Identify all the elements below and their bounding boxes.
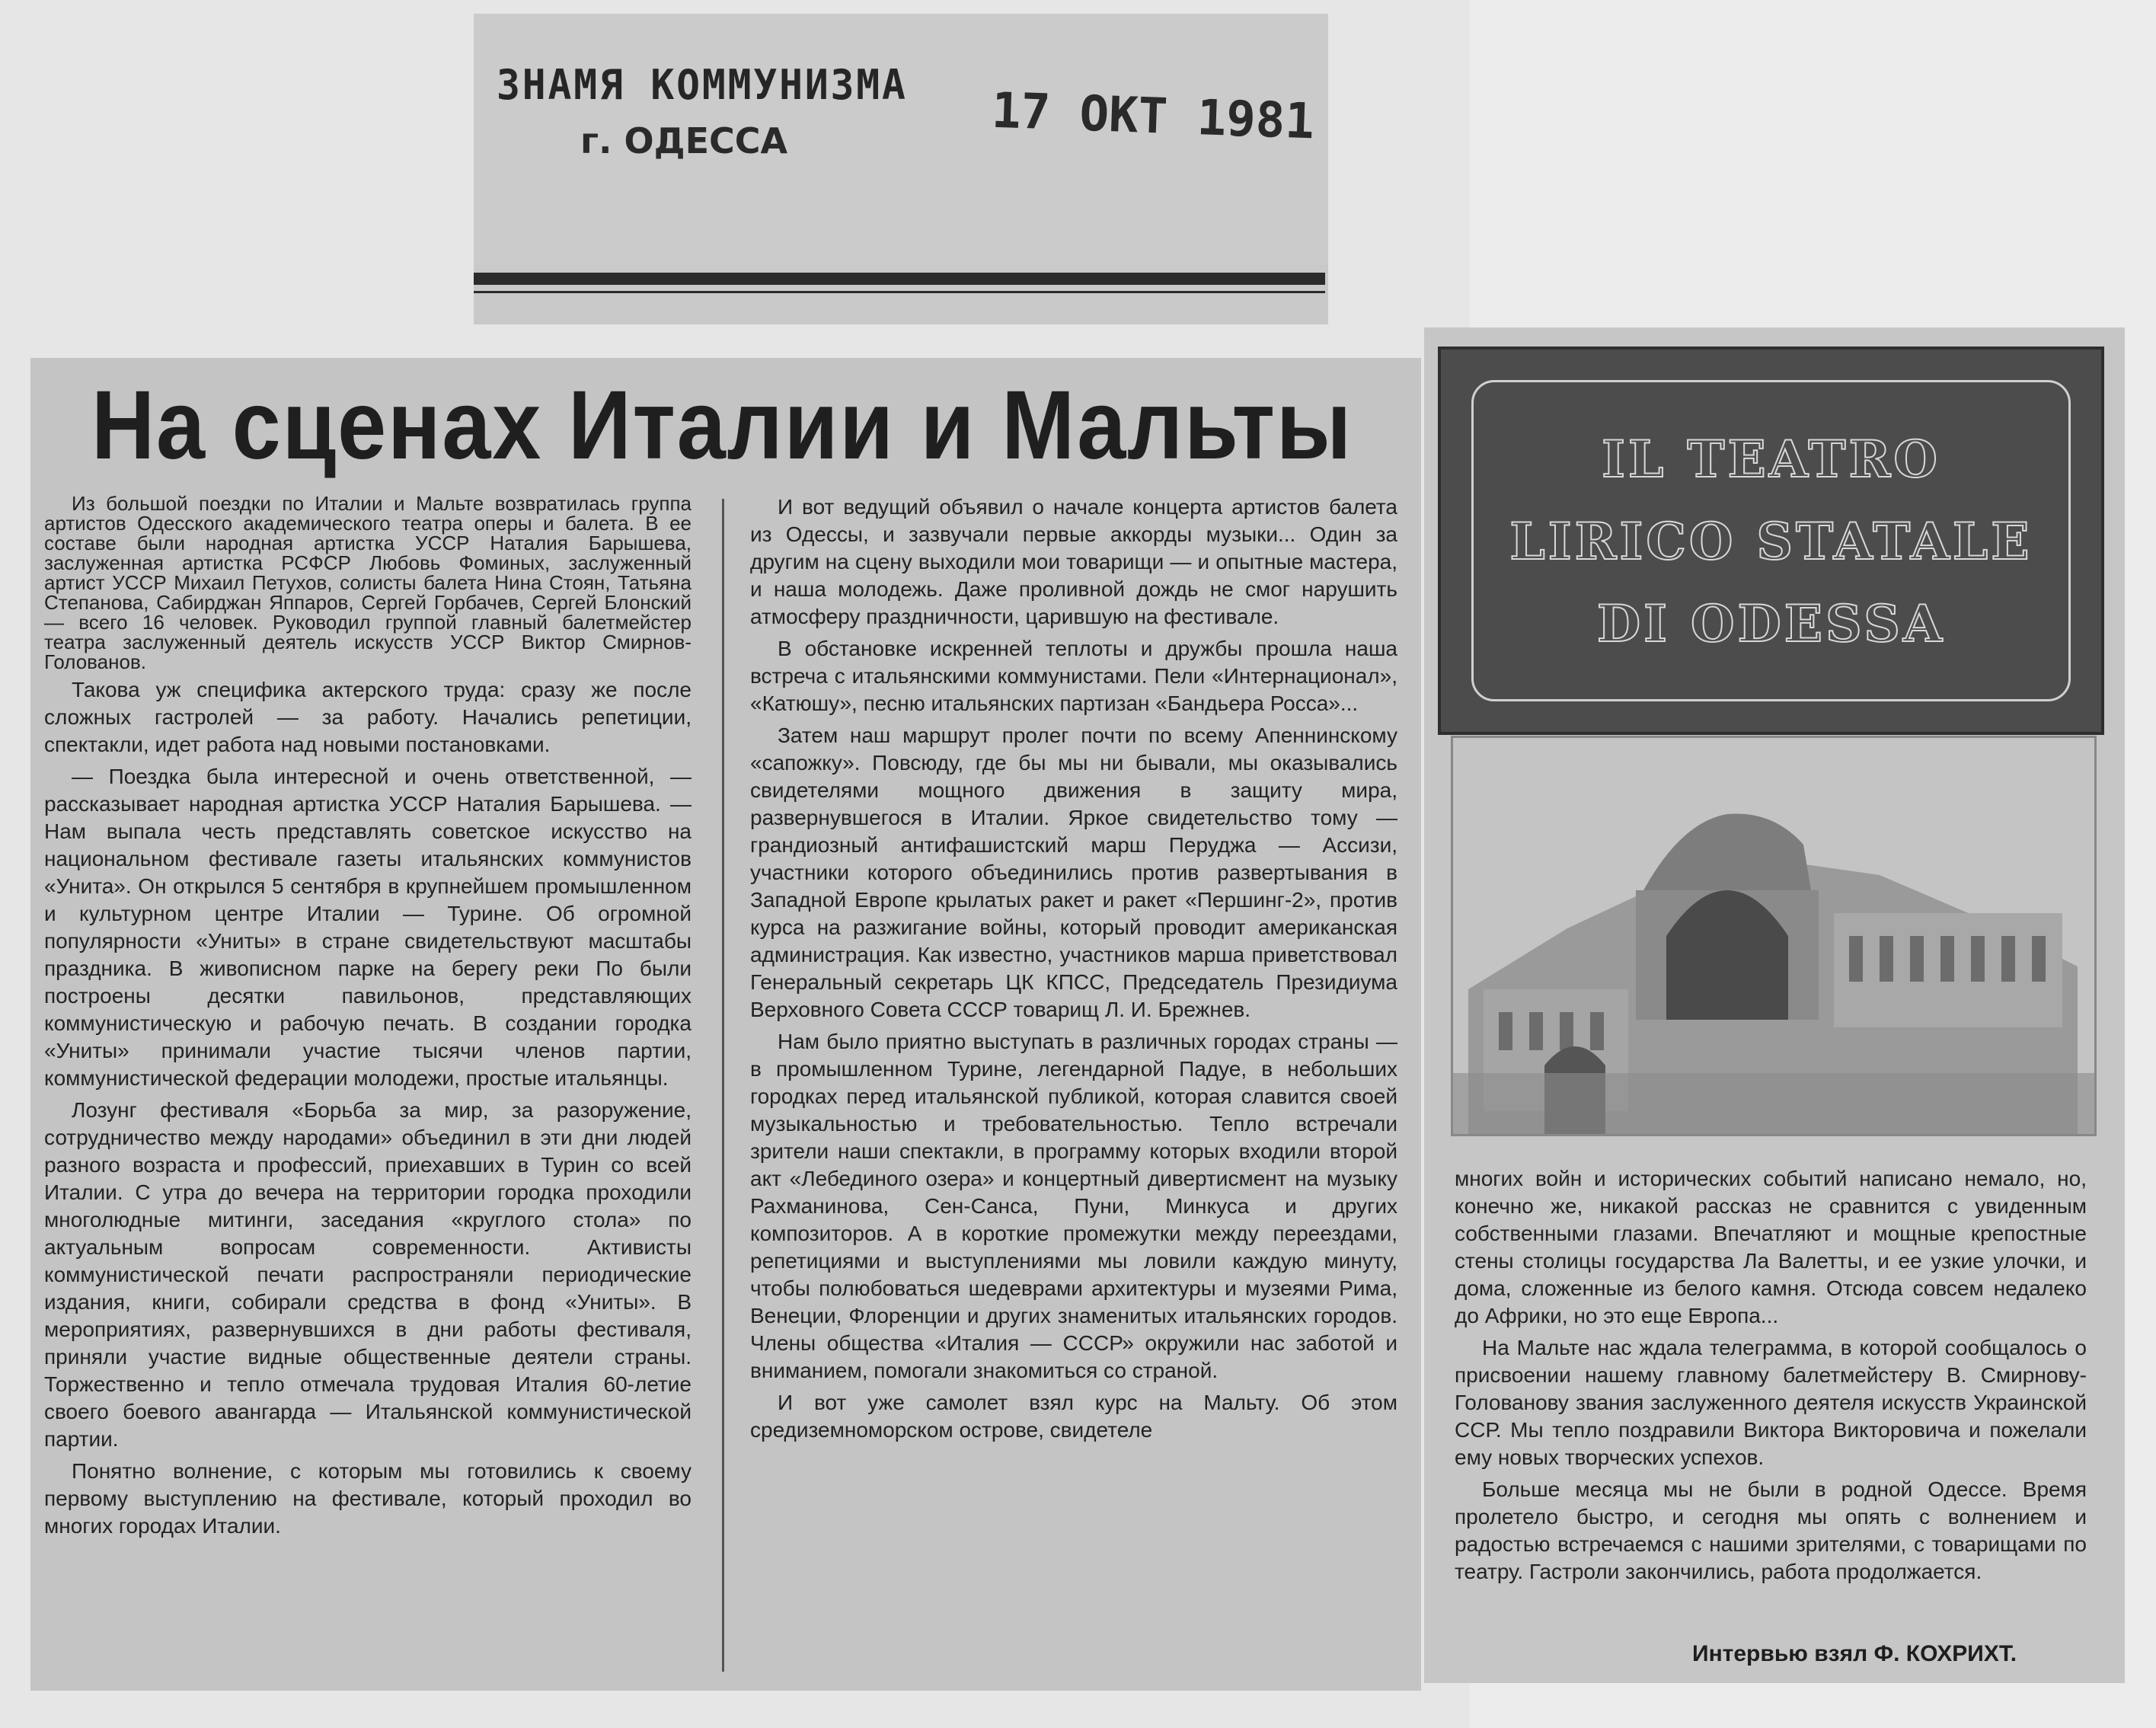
banner-line: LIRICO STATALE <box>1509 512 2033 571</box>
paragraph: В обстановке искренней теплоты и дружбы прошла наша встреча с итальянскими коммунистами. Пели «Интернационал», «Катюшу», песню итальянских партизан «Бандьера Росса»... <box>750 637 1397 715</box>
stamp-rule-thick <box>474 273 1325 285</box>
newspaper-stamp <box>474 14 1328 324</box>
paragraph: И вот ведущий объявил о начале концерта артистов балета из Одессы, и зазвучали первые аккорды музыки... Один за другим на сцену выходили мои товарищи — и опытные мастера, и наша молодежь. Даже проливной дождь не смог нарушить атмосферу праздничности, царившую на фестивале. <box>750 495 1397 628</box>
theatre-banner <box>1438 347 2104 735</box>
paragraph: На Мальте нас ждала телеграмма, в которой сообщалось о присвоении нашему главному балетмейстеру В. Смирнову-Голованову звания заслуженного деятеля искусств Украинской ССР. Мы тепло поздравили Виктора Викторовича и пожелали ему новых творческих успехов. <box>1455 1336 2087 1469</box>
stamp-rule-thin <box>474 291 1325 293</box>
article-column-3 <box>1455 1165 2087 1590</box>
opera-house-illustration <box>1453 738 2094 1134</box>
banner-line: IL TEATRO <box>1602 430 1940 489</box>
interview-credit: Интервью взял Ф. КОХРИХТ. <box>1692 1641 2017 1666</box>
newspaper-name: ЗНАМЯ КОММУНИЗМА <box>497 61 908 109</box>
paragraph: — Поездка была интересной и очень ответственной, — рассказывает народная артистка УССР Наталия Барышева. — Нам выпала честь представлять советское искусство на национальном фестивале газеты итальянских коммунистов «Унита». Он открылся 5 сентября в крупнейшем промышленном и культурном центре Италии — Турине. Об огромной популярности «Униты» в стране свидетельствуют масштабы праздника. В живописном парке на берегу реки По были построены десятки павильонов, представляющих коммунистическую и рабочую печать. В создании городка «Униты» принимали участие тысячи членов партии, коммунистической федерации молодежи, простые итальянцы. <box>44 765 692 1090</box>
article-column-2 <box>750 493 1397 1449</box>
paragraph: Лозунг фестиваля «Борьба за мир, за разоружение, сотрудничество между народами» объединил в эти дни людей разного возраста и профессий, приехавших в Турин со всей Италии. С утра до вечера на территории городка проходили многолюдные митинги, заседания «круглого стола» по актуальным вопросам современности. Активисты коммунистической печати распространяли периодические издания, книги, собирали средства в фонд «Униты». В мероприятиях, развернувшихся в дни работы фестиваля, приняли участие видные общественные деятели страны. Торжественно и тепло отмечала трудовая Италия 60-летие своего боевого авангарда — Итальянской коммунистической партии. <box>44 1098 692 1451</box>
paragraph: Больше месяца мы не были в родной Одессе. Время пролетело быстро, и сегодня мы опять с волнением и радостью встречаемся с нашими зрителями, с товарищами по театру. Гастроли закончились, работа продолжается. <box>1455 1477 2087 1583</box>
stamp-date: 17 ОКТ 1981 <box>990 82 1316 151</box>
column-divider <box>722 499 724 1672</box>
paragraph: Понятно волнение, с которым мы готовились к своему первому выступлению на фестивале, который проходил во многих городах Италии. <box>44 1459 692 1538</box>
banner-title <box>1441 418 2101 665</box>
article-intro: Из большой поездки по Италии и Мальте возвратилась группа артистов Одесского академического театра оперы и балета. В ее составе были народная артистка УССР Наталия Барышева, заслуженная артистка РСФСР Любовь Фоминых, заслуженный артист УССР Михаил Петухов, солисты балета Нина Стоян, Татьяна Степанова, Сабирджан Яппаров, Сергей Горбачев, Сергей Блонский — всего 16 человек. Руководил группой главный балетмейстер театра заслуженный деятель искусств УССР Виктор Смирнов-Голованов. <box>44 492 692 673</box>
article-headline: На сценах Италии и Мальты <box>91 371 1353 480</box>
newspaper-city: г. ОДЕССА <box>580 120 788 161</box>
paragraph: И вот уже самолет взял курс на Мальту. Об этом средиземноморском острове, свидетеле <box>750 1391 1397 1442</box>
paragraph: Затем наш маршрут пролег почти по всему Апеннинскому «сапожку». Повсюду, где бы мы ни бывали, мы оказывались свидетелями мощного движения в защиту мира, развернувшегося в Италии. Яркое свидетельство тому — грандиозный антифашистский марш Перуджа — Ассизи, участники которого объединились против развертывания в Западной Европе крылатых ракет и ракет «Першинг-2», против курса на разжигание войны, который проводит американская администрация. Как известно, участников марша приветствовал Генеральный секретарь ЦК КПСС, Председатель Президиума Верховного Совета СССР товарищ Л. И. Брежнев. <box>750 723 1397 1021</box>
paragraph: Такова уж специфика актерского труда: сразу же после сложных гастролей — за работу. Начались репетиции, спектакли, идет работа над новыми постановками. <box>44 678 692 756</box>
paragraph: многих войн и исторических событий написано немало, но, конечно же, никакой рассказ не сравнится с увиденным собственными глазами. Впечатляют и мощные крепостные стены столицы государства Ла Валетты, и ее узкие улочки, и дома, сложенные из белого камня. Отсюда совсем недалеко до Африки, но это еще Европа... <box>1455 1167 2087 1327</box>
paragraph: Нам было приятно выступать в различных городах страны — в промышленном Турине, легендарной Падуе, в небольших городках перед итальянской публикой, которая славится своей музыкальностью и требовательностью. Тепло встречали зрители наши спектакли, в программу которых входили второй акт «Лебединого озера» и концертный дивертисмент на музыку Рахманинова, Сен-Санса, Пуни, Минкуса и других композиторов. А в короткие промежутки между переездами, репетициями и выступлениями мы ловили каждую минуту, чтобы полюбоваться шедеврами архитектуры и музеями Рима, Венеции, Флоренции и других знаменитых итальянских городов. Члены общества «Италия — СССР» окружили нас заботой и вниманием, помогали знакомиться со страной. <box>750 1030 1397 1382</box>
banner-line: DI ODESSA <box>1596 594 1946 653</box>
theatre-photo <box>1451 736 2097 1136</box>
article-column-1 <box>44 493 692 1544</box>
